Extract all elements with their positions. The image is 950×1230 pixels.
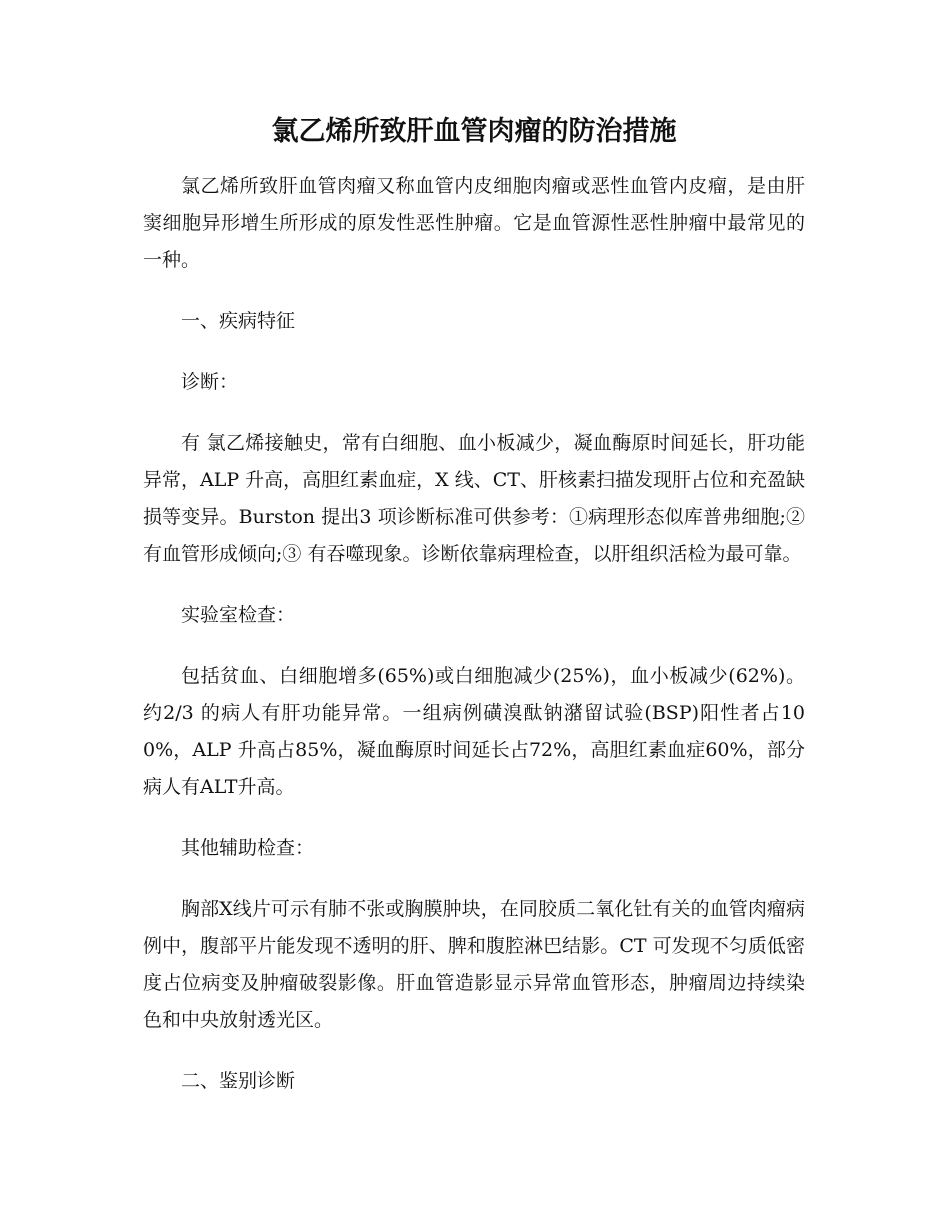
section-heading-disease-features: 一、疾病特征 [181, 310, 296, 332]
document-title: 氯乙烯所致肝血管肉瘤的防治措施 [271, 116, 677, 147]
other-exam-paragraph: 胸部X线片可示有肺不张或胸膜肿块，在同胶质二氧化钍有关的血管肉瘤病例中，腹部平片能发现不透明的肝、脾和腹腔淋巴结影。CT 可发现不匀质低密度占位病变及肿瘤破裂影像。肝血管造影显示异常血管形态，肿瘤周边持续染色和中央放射透光区。 [143, 898, 805, 1031]
lab-exam-paragraph: 包括贫血、白细胞增多(65%)或白细胞减少(25%)，血小板减少(62%)。约2/3 的病人有肝功能异常。一组病例磺溴酞钠潴留试验(BSP)阳性者占100%，ALP 升高占85%，凝血酶原时间延长占72%，高胆红素血症60%，部分病人有ALT升高。 [143, 665, 805, 798]
other-exam-label: 其他辅助检查： [181, 837, 315, 859]
lab-exam-label: 实验室检查： [181, 604, 296, 626]
section-heading-differential-diagnosis: 二、鉴别诊断 [181, 1070, 296, 1092]
diagnosis-paragraph: 有 氯乙烯接触史，常有白细胞、血小板减少，凝血酶原时间延长，肝功能异常，ALP 升高，高胆红素血症，X 线、CT、肝核素扫描发现肝占位和充盈缺损等变异。Burston 提出3 项诊断标准可供参考：①病理形态似库普弗细胞;② 有血管形成倾向;③ 有吞噬现象。诊断依靠病理检查，以肝组织活检为最可靠。 [143, 432, 805, 565]
intro-paragraph: 氯乙烯所致肝血管肉瘤又称血管内皮细胞肉瘤或恶性血管内皮瘤，是由肝窦细胞异形增生所形成的原发性恶性肿瘤。它是血管源性恶性肿瘤中最常见的一种。 [143, 175, 805, 271]
diagnosis-label: 诊断： [181, 371, 239, 393]
document-body [143, 112, 805, 1124]
